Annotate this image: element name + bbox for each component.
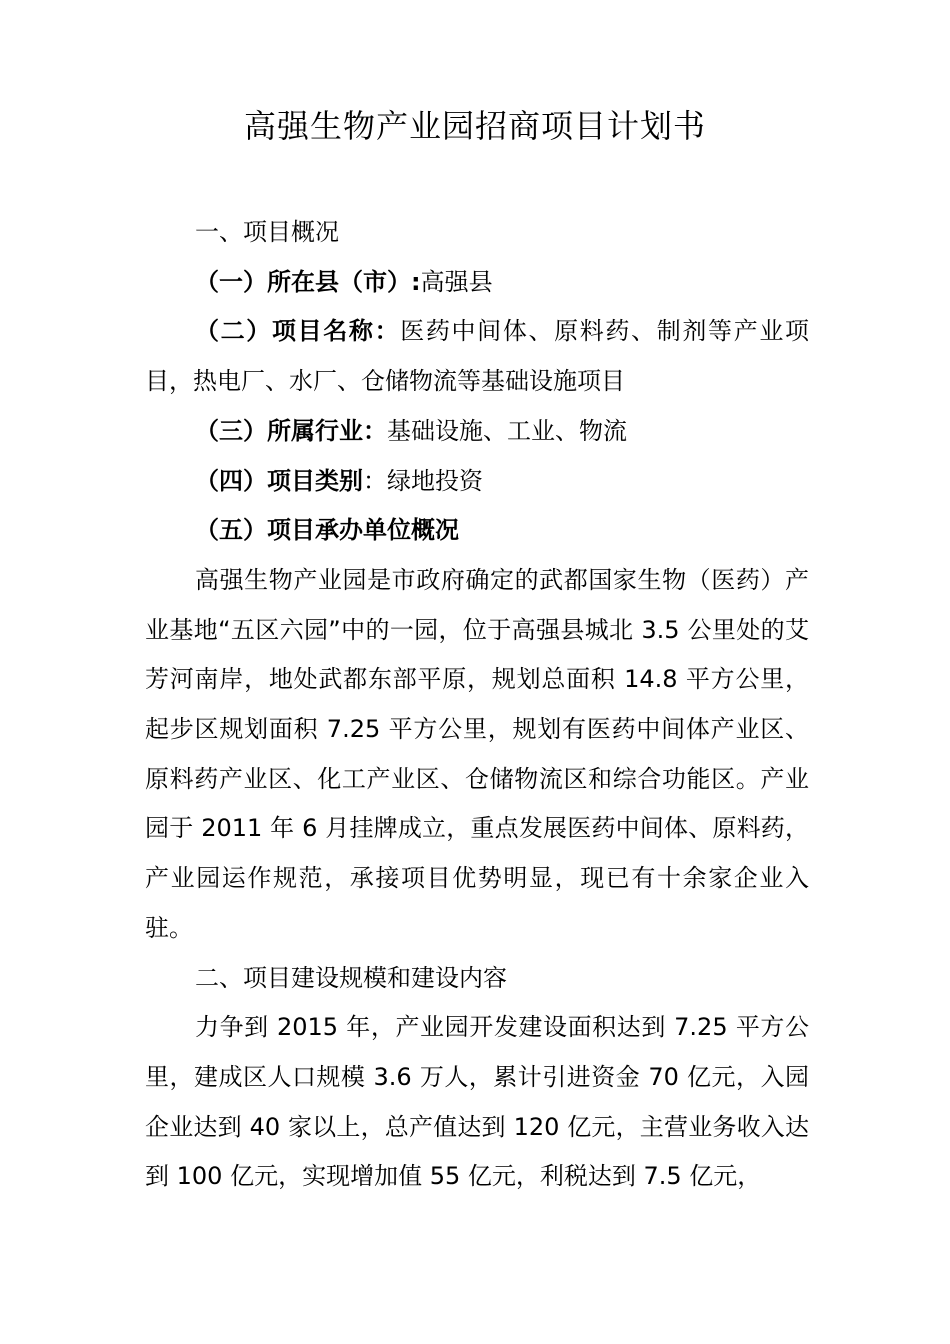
item-industry-value: 基础设施、工业、物流: [387, 416, 627, 445]
item-project-name: [145, 307, 809, 406]
section-heading-overview: 一、项目概况: [195, 218, 339, 246]
item-county-label: （一）所在县（市）:: [195, 267, 421, 296]
item-county-value: 高强县: [420, 267, 493, 296]
item-category: [145, 457, 809, 507]
item-category-label: （四）项目类别: [195, 466, 363, 495]
section-heading-scale: 二、项目建设规模和建设内容: [195, 963, 507, 992]
item-category-value: ：绿地投资: [363, 466, 483, 495]
item-organizer-heading: （五）项目承办单位概况: [195, 516, 459, 545]
document-title: 高强生物产业园招商项目计划书: [243, 107, 706, 145]
item-project-name-value: 医药中间体、原料药、制剂等产业项目，热电厂、水厂、仓储物流等基础设施项目: [145, 317, 810, 396]
item-project-name-label: （二）项目名称：: [195, 317, 401, 346]
paragraph-park-overview: 高强生物产业园是市政府确定的武都国家生物（医药）产业基地“五区六园”中的一园，位于高强县城北 3.5 公里处的艾芳河南岸，地处武都东部平原，规划总面积 14.8 平方公里，起步区规划面积 7.25 平方公里，规划有医药中间体产业区、原料药产业区、化工产业区、仓储物流区和综合功能区。产业园于 2011 年 6 月挂牌成立，重点发展医药中间体、原料药，产业园运作规范，承接项目优势明显，现已有十余家企业入驻。: [145, 565, 809, 942]
item-industry-label: （三）所属行业：: [195, 416, 387, 445]
item-industry: [145, 407, 809, 457]
document-body: [145, 208, 809, 1202]
paragraph-scale-content: 力争到 2015 年，产业园开发建设面积达到 7.25 平方公里，建成区人口规模 3.6 万人，累计引进资金 70 亿元，入园企业达到 40 家以上，总产值达到 120 亿元，主营业务收入达到 100 亿元，实现增加值 55 亿元，利税达到 7.5 亿元，: [145, 1013, 809, 1191]
item-county: [145, 258, 809, 308]
